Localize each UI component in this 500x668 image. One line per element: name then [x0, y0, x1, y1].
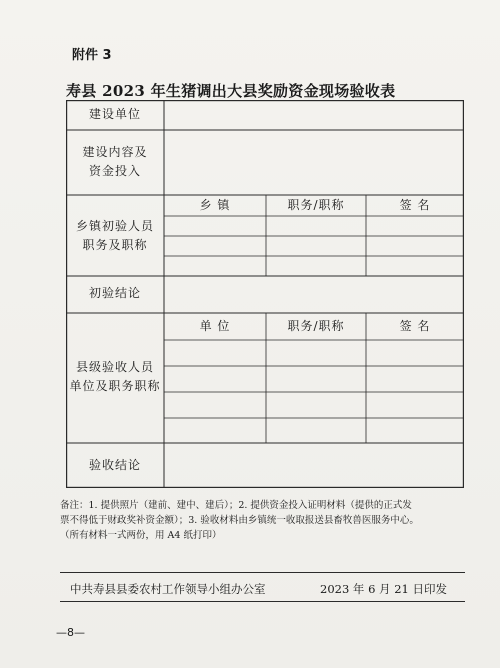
remarks-line-3: （所有材料一式两份，用 A4 纸打印） [60, 530, 222, 541]
town-header-signature: 签 名 [399, 198, 431, 212]
town-header-title: 职务/职称 [287, 198, 345, 212]
form-title: 寿县 2023 年生猪调出大县奖励资金现场验收表 [66, 82, 396, 100]
county-header-title: 职务/职称 [287, 319, 345, 333]
town-staff-label-line2: 职务及职称 [82, 238, 148, 252]
remarks-line-1: 备注：1. 提供照片（建前、建中、建后）；2. 提供资金投入证明材料（提供的正式发 [60, 500, 412, 511]
acceptance-conclusion-label: 验收结论 [88, 458, 141, 472]
town-header-township: 乡 镇 [199, 198, 231, 212]
content-label-line1: 建设内容及 [82, 145, 148, 159]
remarks-line-2: 票不得低于财政奖补资金额）；3. 验收材料由乡镇统一收取报送县畜牧兽医服务中心。 [60, 515, 419, 526]
page-number: —8— [56, 626, 85, 639]
issue-date: 2023 年 6 月 21 日印发 [320, 582, 447, 596]
county-header-signature: 签 名 [399, 319, 431, 333]
attachment-label: 附件 3 [72, 48, 112, 63]
footer-top-rule [60, 572, 465, 573]
county-staff-label-line2: 单位及职务职称 [69, 379, 161, 393]
construction-unit-label: 建设单位 [88, 107, 141, 121]
initial-conclusion-label: 初验结论 [88, 286, 141, 300]
footer-bottom-rule [60, 601, 465, 602]
acceptance-form-table [66, 100, 464, 488]
town-staff-label-line1: 乡镇初验人员 [75, 219, 154, 233]
content-label-line2: 资金投入 [88, 164, 141, 178]
issuing-office: 中共寿县县委农村工作领导小组办公室 [70, 582, 266, 596]
county-staff-label-line1: 县级验收人员 [75, 360, 154, 374]
county-header-unit: 单 位 [199, 319, 231, 333]
remarks [60, 498, 470, 543]
